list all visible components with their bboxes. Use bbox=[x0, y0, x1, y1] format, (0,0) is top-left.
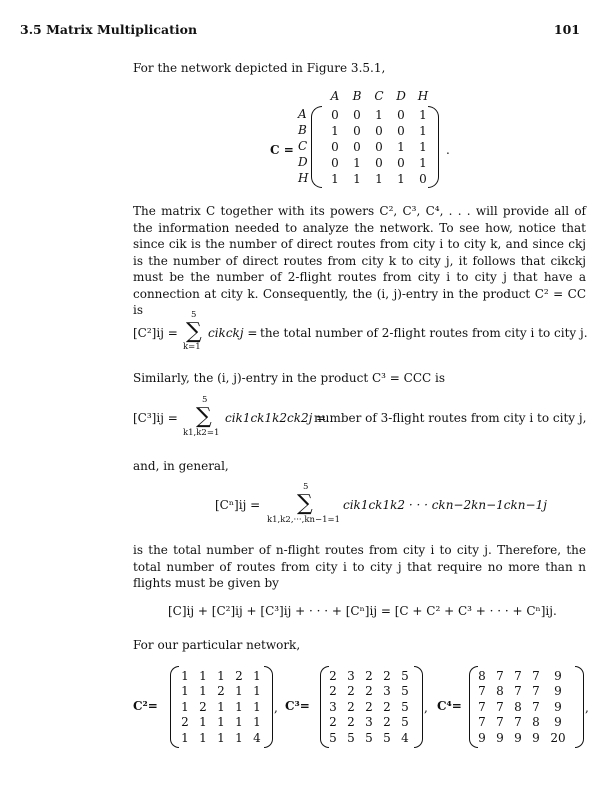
matrix-power-label: C²= bbox=[133, 699, 158, 713]
matrix-cell: 7 bbox=[514, 668, 522, 683]
matrix-power-label: C⁴= bbox=[437, 699, 462, 713]
matrix-row bbox=[324, 107, 434, 123]
matrix-cell: 7 bbox=[532, 668, 540, 683]
matrix-cell: 3 bbox=[347, 668, 355, 683]
matrix-cell: 2 bbox=[217, 684, 225, 699]
matrix-cell: 2 bbox=[383, 668, 391, 683]
matrix-cell: 5 bbox=[347, 730, 355, 745]
page: 3.5 Matrix Multiplication 101 For the network depicted in Figure 3.5.1, C = A B C D H A B C D H 0 0 1 0 1 1 0 0 0 1 0 0 0 1 1 0 1 0 0 1 1 1 1 1 0 . The matrix C together with its powers C², C³, C⁴, . . . will provide all of the information needed to analyze the network. To see how, notice that since cik is the number of direct routes from city i to city k, and since ckj is the number of direct routes from city k to city j, it follows that cikckj must be the number of 2-flight routes from city i to city j that have a connection at city k. Consequently, the (i, j)-entry in the product C² = CC is [C²]ij = 5 ∑ k=1 cikckj = the total number of 2-flight routes from city i to city j. Similarly, the (i, j)-entry in the product C³ = CCC is [C³]ij = 5 ∑ k1,k2=1 cik1ck1k2ck2j = number of 3-flight routes from city i to city j, and, in general, [Cⁿ]ij = 5 ∑ k1,k2,···,kn−1=1 cik1ck1k2 · · · ckn−2kn−1ckn−1j is the total number of n-flight routes from city i to city j. Therefore, the total number of routes from city i to city j that require no more than n flights must be given by [C]ij + [C²]ij + [C³]ij + · · · + [Cⁿ]ij = [C + C² + C³ + · · · + Cⁿ]ij. For our particular network, C²= 1 1 1 2 1 1 1 2 1 1 1 2 1 1 1 2 1 1 1 1 1 1 1 1 4 , C³= 2 3 2 2 5 2 2 2 3 5 3 2 2 2 5 2 2 3 2 5 5 5 5 5 4 , C⁴= 8 7 7 7 9 7 8 7 7 9 7 7 8 7 9 7 7 7 8 9 9 9 9 9 20 , bbox=[0, 0, 610, 800]
matrix-cell: 1 bbox=[419, 156, 427, 170]
matrix-row bbox=[176, 730, 266, 746]
matrix-cell: 0 bbox=[331, 140, 339, 154]
matrix-cell: 2 bbox=[235, 668, 243, 683]
right-paren bbox=[575, 666, 584, 748]
matrix-row bbox=[473, 684, 571, 700]
matrix-row bbox=[473, 668, 571, 684]
matrix-cell: 2 bbox=[181, 715, 189, 730]
matrix-row bbox=[324, 139, 434, 155]
row-label: A bbox=[298, 107, 307, 121]
matrix-cell: 2 bbox=[365, 668, 373, 683]
matrix-cell: 1 bbox=[375, 172, 383, 186]
matrix-cell: 2 bbox=[383, 699, 391, 714]
matrix-cell: 5 bbox=[365, 730, 373, 745]
right-paren bbox=[428, 106, 439, 188]
matrix-cell: 9 bbox=[554, 715, 562, 730]
paragraph-5: For our particular network, bbox=[133, 638, 301, 652]
col-label: A bbox=[330, 89, 340, 103]
matrix-cell: 7 bbox=[514, 684, 522, 699]
right-paren bbox=[414, 666, 423, 748]
matrix-row bbox=[324, 684, 414, 700]
matrix-row bbox=[176, 715, 266, 731]
matrix-cell: 0 bbox=[397, 108, 405, 122]
matrix-row bbox=[324, 730, 414, 746]
matrix-cell: 7 bbox=[496, 699, 504, 714]
matrix-row bbox=[473, 730, 571, 746]
matrix-row bbox=[176, 699, 266, 715]
matrix-cell: 1 bbox=[253, 699, 261, 714]
matrix-cell: 1 bbox=[217, 668, 225, 683]
matrix-cell: 9 bbox=[532, 730, 540, 745]
matrix-row bbox=[176, 668, 266, 684]
equation-4: [C]ij + [C²]ij + [C³]ij + · · · + [Cⁿ]ij = [C + C² + C³ + · · · + Cⁿ]ij. bbox=[168, 604, 557, 618]
page-number: 101 bbox=[553, 22, 580, 37]
matrix-cell: 7 bbox=[532, 684, 540, 699]
matrix-cell: 7 bbox=[496, 668, 504, 683]
col-label: B bbox=[352, 89, 362, 103]
right-paren bbox=[264, 666, 273, 748]
matrix-row bbox=[324, 171, 434, 187]
matrix-cell: 1 bbox=[331, 124, 339, 138]
matrix-cell: 7 bbox=[532, 699, 540, 714]
matrix-cell: 3 bbox=[329, 699, 337, 714]
matrix-cell: 0 bbox=[331, 156, 339, 170]
matrix-cell: 2 bbox=[347, 684, 355, 699]
matrix-cell: 1 bbox=[419, 108, 427, 122]
matrix-cell: 5 bbox=[401, 684, 409, 699]
matrix-cell: 2 bbox=[347, 699, 355, 714]
matrix-cell: 9 bbox=[554, 684, 562, 699]
col-label: D bbox=[396, 89, 406, 103]
matrix-cell: 0 bbox=[397, 124, 405, 138]
matrix-c-col-labels bbox=[324, 89, 434, 103]
matrix-cell: 9 bbox=[496, 730, 504, 745]
matrix-cell: 0 bbox=[353, 140, 361, 154]
matrix-cell: 2 bbox=[365, 699, 373, 714]
matrix-cell: 1 bbox=[375, 108, 383, 122]
matrix-cell: 3 bbox=[365, 715, 373, 730]
matrix-cell: 1 bbox=[181, 699, 189, 714]
matrix-power-label: C³= bbox=[285, 699, 310, 713]
running-header bbox=[20, 22, 580, 37]
matrix-cell: 1 bbox=[253, 715, 261, 730]
col-label: C bbox=[374, 89, 384, 103]
row-label: H bbox=[298, 171, 309, 185]
row-label: B bbox=[298, 123, 307, 137]
matrix-cell: 0 bbox=[375, 156, 383, 170]
matrix-cell: 1 bbox=[217, 699, 225, 714]
matrix-row bbox=[473, 715, 571, 731]
matrix-cell: 1 bbox=[253, 668, 261, 683]
paragraph-2: Similarly, the (i, j)-entry in the product C³ = CCC is bbox=[133, 371, 445, 385]
matrix-cell: 7 bbox=[514, 715, 522, 730]
matrix-cell: 1 bbox=[217, 730, 225, 745]
matrix-row bbox=[324, 699, 414, 715]
matrix-cell: 1 bbox=[353, 156, 361, 170]
matrix-cell: 7 bbox=[478, 684, 486, 699]
paragraph-1: The matrix C together with its powers C², C³, C⁴, . . . will provide all of the information needed to analyze the network. To see how, notice that since cik is the number of direct routes from city i to city k, and since ckj is the number of direct routes from city k to city j, it follows that cikckj must be the number of 2-flight routes from city i to city j that have a connection at city k. Consequently, the (i, j)-entry in the product C² = CC is bbox=[133, 204, 586, 317]
matrix-cell: 2 bbox=[383, 715, 391, 730]
matrix-cell: 0 bbox=[375, 124, 383, 138]
matrix-cell: 5 bbox=[383, 730, 391, 745]
matrix-cell: 0 bbox=[375, 140, 383, 154]
matrix-cell: 9 bbox=[554, 699, 562, 714]
matrix-cell: 2 bbox=[199, 699, 207, 714]
matrix-cell: 0 bbox=[331, 108, 339, 122]
matrix-row bbox=[324, 668, 414, 684]
separator: , bbox=[274, 701, 278, 715]
matrix-cell: 9 bbox=[514, 730, 522, 745]
matrix-cell: 1 bbox=[199, 668, 207, 683]
matrix-cell: 1 bbox=[199, 684, 207, 699]
matrix-cell: 0 bbox=[397, 156, 405, 170]
matrix-cell: 8 bbox=[532, 715, 540, 730]
matrix-cell: 4 bbox=[253, 730, 261, 745]
matrix-row bbox=[324, 123, 434, 139]
matrix-power-body bbox=[324, 668, 414, 746]
matrix-c-name: C bbox=[270, 143, 280, 157]
left-paren bbox=[311, 106, 322, 188]
matrix-cell: 1 bbox=[353, 172, 361, 186]
matrix-cell: 1 bbox=[235, 699, 243, 714]
matrix-cell: 5 bbox=[401, 668, 409, 683]
matrix-cell: 5 bbox=[401, 699, 409, 714]
matrix-cell: 1 bbox=[419, 140, 427, 154]
matrix-cell: 1 bbox=[235, 684, 243, 699]
matrix-c-row-labels bbox=[298, 107, 308, 187]
matrix-cell: 0 bbox=[353, 108, 361, 122]
matrix-cell: 2 bbox=[329, 668, 337, 683]
intro-text: For the network depicted in Figure 3.5.1, bbox=[133, 61, 386, 75]
col-label: H bbox=[417, 89, 429, 103]
matrix-cell: 7 bbox=[496, 715, 504, 730]
matrix-cell: 4 bbox=[401, 730, 409, 745]
separator: , bbox=[424, 701, 428, 715]
matrix-c-body bbox=[324, 107, 434, 187]
matrix-cell: 1 bbox=[397, 140, 405, 154]
matrix-cell: 1 bbox=[181, 730, 189, 745]
matrix-cell: 7 bbox=[478, 699, 486, 714]
matrix-cell: 1 bbox=[235, 715, 243, 730]
matrix-cell: 1 bbox=[235, 730, 243, 745]
matrix-power-body bbox=[473, 668, 571, 746]
section-title: 3.5 Matrix Multiplication bbox=[20, 22, 198, 37]
matrix-cell: 1 bbox=[199, 715, 207, 730]
matrix-cell: 5 bbox=[401, 715, 409, 730]
matrix-cell: 1 bbox=[419, 124, 427, 138]
matrix-row bbox=[176, 684, 266, 700]
matrix-cell: 7 bbox=[478, 715, 486, 730]
matrix-row bbox=[473, 699, 571, 715]
matrix-cell: 20 bbox=[550, 730, 566, 745]
matrix-cell: 9 bbox=[554, 668, 562, 683]
matrix-cell: 1 bbox=[331, 172, 339, 186]
matrix-cell: 0 bbox=[419, 172, 427, 186]
matrix-row bbox=[324, 155, 434, 171]
matrix-cell: 1 bbox=[181, 684, 189, 699]
matrix-cell: 8 bbox=[514, 699, 522, 714]
matrix-cell: 2 bbox=[329, 715, 337, 730]
matrix-cell: 5 bbox=[329, 730, 337, 745]
paragraph-3: and, in general, bbox=[133, 459, 229, 473]
matrix-row bbox=[324, 715, 414, 731]
paragraph-4: is the total number of n-flight routes from city i to city j. Therefore, the total number of routes from city i to city j that require no more than n flights must be given by bbox=[133, 543, 586, 590]
matrix-power-body bbox=[176, 668, 266, 746]
matrix-cell: 1 bbox=[253, 684, 261, 699]
matrix-cell: 8 bbox=[478, 668, 486, 683]
matrix-cell: 8 bbox=[496, 684, 504, 699]
matrix-cell: 1 bbox=[397, 172, 405, 186]
matrix-cell: 1 bbox=[217, 715, 225, 730]
matrix-cell: 2 bbox=[347, 715, 355, 730]
matrix-cell: 2 bbox=[365, 684, 373, 699]
matrix-cell: 9 bbox=[478, 730, 486, 745]
matrix-cell: 0 bbox=[353, 124, 361, 138]
separator: , bbox=[585, 701, 589, 715]
matrix-cell: 3 bbox=[383, 684, 391, 699]
matrix-cell: 1 bbox=[181, 668, 189, 683]
matrix-cell: 1 bbox=[199, 730, 207, 745]
matrix-cell: 2 bbox=[329, 684, 337, 699]
row-label: C bbox=[298, 139, 308, 153]
row-label: D bbox=[298, 155, 308, 169]
